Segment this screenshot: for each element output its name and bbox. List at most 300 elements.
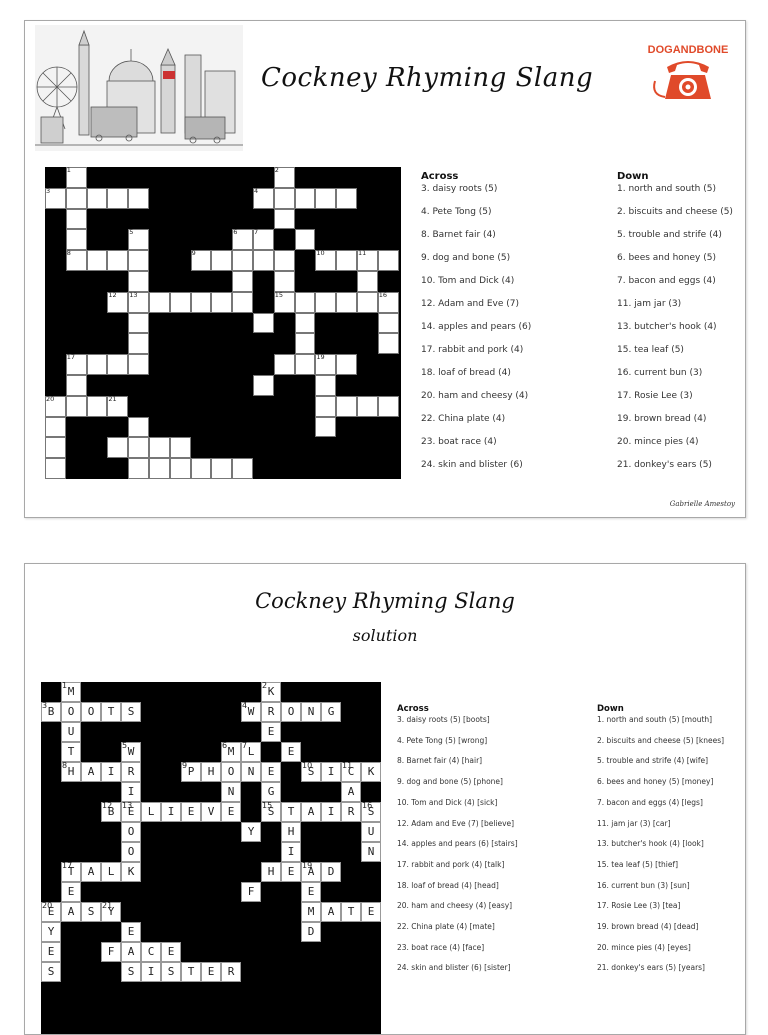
- answer-letter: O: [127, 845, 135, 858]
- crossword-cell: [274, 271, 295, 292]
- crossword-cell: [66, 188, 87, 209]
- answer-letter: E: [167, 945, 175, 958]
- crossword-cell: [81, 762, 101, 782]
- answer-letter: H: [287, 825, 295, 838]
- crossword-cell: [66, 375, 87, 396]
- crossword-cell: [241, 882, 261, 902]
- crossword-cell: [361, 802, 381, 822]
- crossword-cell: [321, 762, 341, 782]
- answer-letter: E: [227, 805, 235, 818]
- clue-number: 17: [66, 353, 76, 362]
- clue-item: 22. China plate (4): [421, 414, 506, 424]
- clue-number: 13: [129, 290, 138, 299]
- answer-letter: V: [207, 805, 215, 818]
- clue-item: 17. rabbit and pork (4) [talk]: [397, 859, 505, 869]
- crossword-cell: [41, 962, 61, 982]
- crossword-cell: [101, 902, 121, 922]
- crossword-cell: [281, 822, 301, 842]
- crossword-cell: [87, 188, 108, 209]
- crossword-cell: [87, 354, 108, 375]
- clue-item: 16. current bun (3) [sun]: [597, 880, 690, 890]
- clue-item: 22. China plate (4) [mate]: [397, 922, 495, 931]
- crossword-cell: [281, 862, 301, 882]
- answer-letter: E: [207, 965, 215, 978]
- crossword-cell: [315, 375, 336, 396]
- answer-letter: I: [327, 805, 335, 818]
- crossword-cell: [253, 229, 274, 250]
- clue-item: 5. trouble and strife (4) [wife]: [597, 756, 709, 766]
- answer-letter: N: [247, 765, 255, 778]
- crossword-cell: [301, 702, 321, 722]
- clue-number: 20: [46, 394, 55, 403]
- answer-letter: O: [287, 705, 295, 718]
- crossword-cell: [191, 292, 212, 313]
- crossword-cell: [121, 842, 141, 862]
- answer-letter: I: [327, 765, 335, 778]
- crossword-cell: [45, 417, 66, 438]
- answer-letter: T: [67, 745, 75, 758]
- clue-item: 18. loaf of bread (4) [head]: [397, 880, 499, 890]
- author-credit: Gabrielle Amestoy: [669, 500, 735, 508]
- crossword-cell: [128, 250, 149, 271]
- clue-number: 2: [274, 166, 279, 174]
- clue-item: 12. Adam and Eve (7) [believe]: [397, 818, 515, 828]
- crossword-cell: [295, 313, 316, 334]
- clue-item: 17. Rosie Lee (3) [tea]: [597, 901, 681, 911]
- crossword-cell: [221, 742, 241, 762]
- clue-item: 7. bacon and eggs (4): [617, 276, 716, 286]
- clue-item: 18. loaf of bread (4): [421, 368, 511, 378]
- crossword-cell: [141, 942, 161, 962]
- answer-letter: T: [347, 905, 355, 918]
- crossword-cell: [107, 354, 128, 375]
- answer-letter: N: [367, 845, 375, 858]
- answer-letter: G: [267, 785, 275, 798]
- crossword-cell: [211, 458, 232, 479]
- crossword-cell: [61, 702, 81, 722]
- clue-number: 9: [191, 249, 196, 258]
- answer-letter: I: [287, 845, 295, 858]
- clue-item: 9. dog and bone (5): [421, 253, 511, 263]
- answer-letter: R: [267, 705, 275, 718]
- clue-item: 23. boat race (4): [421, 437, 497, 447]
- crossword-cell: [301, 902, 321, 922]
- answer-letter: B: [47, 705, 55, 718]
- clue-item: 10. Tom and Dick (4): [421, 276, 515, 286]
- crossword-cell: [321, 702, 341, 722]
- clue-item: 20. ham and cheesy (4) [easy]: [397, 901, 513, 911]
- clue-item: 23. boat race (4) [face]: [397, 942, 485, 952]
- crossword-cell: [341, 902, 361, 922]
- worksheet-page: [24, 20, 746, 518]
- clue-item: 6. bees and honey (5): [617, 253, 716, 263]
- answer-letter: Y: [107, 905, 115, 918]
- crossword-cell: [128, 229, 149, 250]
- clue-item: 10. Tom and Dick (4) [sick]: [397, 797, 498, 807]
- crossword-cell: [253, 250, 274, 271]
- crossword-cell: [128, 313, 149, 334]
- crossword-cell: [201, 962, 221, 982]
- crossword-cell: [378, 333, 399, 354]
- crossword-cell: [336, 292, 357, 313]
- answer-letter: C: [147, 945, 155, 958]
- clue-number: 6: [222, 741, 228, 750]
- clue-number: 4: [254, 186, 259, 195]
- down-heading: Down: [617, 171, 649, 182]
- crossword-cell: [181, 802, 201, 822]
- crossword-cell: [253, 188, 274, 209]
- clue-item: 14. apples and pears (6): [421, 322, 532, 332]
- crossword-cell: [61, 882, 81, 902]
- clue-number: 10: [302, 761, 313, 770]
- clue-item: 17. Rosie Lee (3): [617, 391, 693, 401]
- answer-letter: S: [47, 965, 55, 978]
- crossword-cell: [261, 682, 281, 702]
- clue-number: 7: [242, 741, 248, 750]
- crossword-cell: [281, 802, 301, 822]
- answer-letter: T: [67, 865, 75, 878]
- crossword-cell: [121, 742, 141, 762]
- solution-across-heading: Across: [397, 704, 429, 714]
- clue-number: 13: [122, 801, 133, 810]
- crossword-cell: [361, 902, 381, 922]
- crossword-cell: [336, 354, 357, 375]
- crossword-cell: [128, 437, 149, 458]
- crossword-cell: [45, 188, 66, 209]
- answer-letter: I: [127, 785, 135, 798]
- answer-letter: T: [107, 705, 115, 718]
- crossword-cell: [170, 458, 191, 479]
- crossword-cell: [121, 762, 141, 782]
- dog-and-bone-phone-logo: [645, 37, 731, 105]
- crossword-cell: [128, 458, 149, 479]
- crossword-cell: [107, 292, 128, 313]
- crossword-cell: [321, 902, 341, 922]
- answer-letter: S: [87, 905, 95, 918]
- crossword-cell: [232, 250, 253, 271]
- answer-letter: S: [307, 765, 315, 778]
- solution-page: [24, 563, 746, 1035]
- crossword-cell: [121, 782, 141, 802]
- clue-number: 15: [262, 801, 273, 810]
- crossword-cell: [121, 862, 141, 882]
- crossword-cell: [128, 292, 149, 313]
- crossword-cell: [221, 962, 241, 982]
- answer-letter: A: [87, 865, 95, 878]
- answer-letter: D: [307, 925, 315, 938]
- answer-letter: L: [147, 805, 155, 818]
- answer-letter: S: [127, 705, 135, 718]
- crossword-cell: [61, 902, 81, 922]
- answer-letter: O: [227, 765, 235, 778]
- clue-number: 1: [62, 681, 68, 690]
- crossword-cell: [281, 842, 301, 862]
- clue-number: 11: [342, 761, 353, 770]
- crossword-cell: [274, 188, 295, 209]
- crossword-cell: [315, 354, 336, 375]
- crossword-cell: [261, 722, 281, 742]
- crossword-cell: [301, 862, 321, 882]
- clue-item: 17. rabbit and pork (4): [421, 345, 524, 355]
- clue-item: 16. current bun (3): [617, 368, 703, 378]
- crossword-cell: [41, 942, 61, 962]
- clue-item: 8. Barnet fair (4) [hair]: [397, 756, 483, 766]
- clue-item: 11. jam jar (3) [car]: [597, 818, 671, 828]
- crossword-cell: [61, 742, 81, 762]
- answer-letter: E: [307, 885, 315, 898]
- answer-letter: B: [107, 805, 115, 818]
- crossword-cell: [211, 292, 232, 313]
- answer-letter: H: [207, 765, 215, 778]
- crossword-cell: [361, 842, 381, 862]
- crossword-cell: [241, 702, 261, 722]
- answer-letter: E: [67, 885, 75, 898]
- clue-item: 21. donkey's ears (5) [years]: [597, 963, 705, 973]
- crossword-cell: [121, 922, 141, 942]
- answer-letter: G: [327, 705, 335, 718]
- crossword-cell: [191, 250, 212, 271]
- answer-letter: L: [107, 865, 115, 878]
- clue-number: 17: [62, 861, 73, 870]
- clue-number: 11: [358, 249, 367, 258]
- crossword-cell: [87, 250, 108, 271]
- crossword-cell: [45, 437, 66, 458]
- answer-letter: L: [247, 745, 255, 758]
- answer-letter: M: [307, 905, 315, 918]
- clue-number: 10: [316, 249, 325, 258]
- answer-letter: M: [227, 745, 235, 758]
- crossword-cell: [241, 762, 261, 782]
- clue-number: 12: [102, 801, 113, 810]
- crossword-cell: [128, 354, 149, 375]
- crossword-cell: [301, 802, 321, 822]
- crossword-cell: [357, 292, 378, 313]
- crossword-cell: [121, 802, 141, 822]
- down-clues: [617, 171, 733, 470]
- logo-text: DOGANDBONE: [647, 44, 729, 56]
- crossword-cell: [232, 271, 253, 292]
- crossword-cell: [261, 702, 281, 722]
- answer-letter: E: [287, 745, 295, 758]
- crossword-cell: [61, 682, 81, 702]
- crossword-cell: [66, 354, 87, 375]
- crossword-cell: [149, 437, 170, 458]
- clue-number: 21: [108, 394, 117, 403]
- answer-letter: A: [347, 785, 355, 798]
- clue-number: 20: [42, 901, 53, 910]
- answer-letter: K: [127, 865, 135, 878]
- crossword-cell: [221, 762, 241, 782]
- crossword-cell: [61, 762, 81, 782]
- answer-letter: I: [167, 805, 175, 818]
- clue-item: 3. daisy roots (5): [421, 184, 498, 194]
- crossword-cell: [295, 292, 316, 313]
- clue-item: 13. butcher's hook (4): [617, 322, 717, 332]
- crossword-cell: [66, 167, 87, 188]
- crossword-cell: [101, 862, 121, 882]
- solution-down-heading: Down: [597, 704, 624, 714]
- answer-letter: S: [167, 965, 175, 978]
- crossword-cell: [341, 782, 361, 802]
- crossword-cell: [81, 702, 101, 722]
- crossword-cell: [128, 417, 149, 438]
- crossword-cell: [161, 962, 181, 982]
- crossword-cell: [378, 292, 399, 313]
- crossword-cell: [361, 762, 381, 782]
- crossword-cell: [170, 437, 191, 458]
- crossword-cell: [378, 313, 399, 334]
- clue-item: 4. Pete Tong (5): [421, 207, 492, 217]
- answer-letter: E: [47, 945, 55, 958]
- crossword-cell: [81, 862, 101, 882]
- clue-item: 14. apples and pears (6) [stairs]: [397, 839, 518, 849]
- clue-number: 3: [42, 701, 48, 710]
- crossword-cell: [378, 396, 399, 417]
- solution-crossword-grid: [41, 682, 381, 1034]
- crossword-cell: [261, 802, 281, 822]
- crossword-cell: [121, 942, 141, 962]
- crossword-cell: [274, 354, 295, 375]
- clue-number: 19: [316, 353, 325, 362]
- crossword-cell: [107, 396, 128, 417]
- clue-number: 5: [129, 228, 134, 237]
- answer-letter: A: [307, 865, 315, 878]
- crossword-cell: [261, 762, 281, 782]
- crossword-cell: [201, 762, 221, 782]
- crossword-cell: [161, 802, 181, 822]
- answer-letter: H: [267, 865, 275, 878]
- crossword-cell: [41, 902, 61, 922]
- crossword-cell: [241, 742, 261, 762]
- crossword-cell: [101, 942, 121, 962]
- clue-item: 21. donkey's ears (5): [617, 460, 712, 470]
- crossword-cell: [232, 229, 253, 250]
- answer-letter: A: [87, 765, 95, 778]
- crossword-cell: [41, 922, 61, 942]
- answer-letter: O: [87, 705, 95, 718]
- answer-letter: E: [367, 905, 375, 918]
- answer-letter: E: [187, 805, 195, 818]
- answer-letter: C: [347, 765, 355, 778]
- crossword-cell: [301, 922, 321, 942]
- crossword-cell: [181, 962, 201, 982]
- answer-letter: E: [127, 805, 135, 818]
- crossword-cell: [121, 962, 141, 982]
- clue-item: 13. butcher's hook (4) [look]: [597, 839, 704, 849]
- crossword-cell: [149, 292, 170, 313]
- crossword-cell: [101, 702, 121, 722]
- clue-item: 15. tea leaf (5) [thief]: [597, 859, 679, 869]
- crossword-cell: [261, 862, 281, 882]
- crossword-cell: [107, 437, 128, 458]
- clue-number: 16: [362, 801, 373, 810]
- clue-number: 6: [233, 228, 238, 237]
- crossword-cell: [128, 271, 149, 292]
- solution-across-clues: [397, 704, 518, 973]
- clue-item: 3. daisy roots (5) [boots]: [397, 715, 490, 724]
- crossword-cell: [61, 862, 81, 882]
- crossword-cell: [128, 333, 149, 354]
- crossword-cell: [321, 862, 341, 882]
- answer-letter: F: [247, 885, 255, 898]
- clue-item: 2. biscuits and cheese (5): [617, 207, 733, 217]
- answer-letter: A: [307, 805, 315, 818]
- crossword-cell: [149, 458, 170, 479]
- clue-item: 12. Adam and Eve (7): [421, 299, 519, 309]
- answer-letter: W: [247, 705, 255, 718]
- answer-letter: M: [67, 685, 75, 698]
- clue-item: 6. bees and honey (5) [money]: [597, 777, 714, 787]
- clue-number: 16: [378, 290, 388, 299]
- clue-number: 21: [102, 901, 113, 910]
- crossword-cell: [45, 396, 66, 417]
- crossword-cell: [295, 229, 316, 250]
- crossword-cell: [101, 802, 121, 822]
- clue-item: 19. brown bread (4): [617, 414, 707, 424]
- crossword-cell: [336, 396, 357, 417]
- answer-letter: P: [187, 765, 195, 778]
- crossword-cell: [107, 250, 128, 271]
- answer-letter: R: [227, 965, 235, 978]
- worksheet-title: Cockney Rhyming Slang: [261, 63, 594, 93]
- answer-letter: T: [187, 965, 195, 978]
- clue-item: 15. tea leaf (5): [617, 345, 684, 355]
- answer-letter: A: [67, 905, 75, 918]
- crossword-cell: [315, 250, 336, 271]
- crossword-cell: [181, 762, 201, 782]
- clue-number: 12: [108, 290, 117, 299]
- crossword-cell: [253, 313, 274, 334]
- answer-letter: A: [127, 945, 135, 958]
- answer-letter: Y: [247, 825, 255, 838]
- across-clues: [421, 171, 532, 470]
- clue-number: 15: [274, 290, 284, 299]
- crossword-cell: [241, 822, 261, 842]
- crossword-cell: [321, 802, 341, 822]
- solution-subtitle: solution: [352, 626, 418, 645]
- clue-item: 19. brown bread (4) [dead]: [597, 922, 699, 931]
- crossword-cell: [261, 782, 281, 802]
- crossword-cell: [81, 902, 101, 922]
- crossword-cell: [61, 722, 81, 742]
- crossword-cell: [295, 354, 316, 375]
- crossword-cell: [315, 417, 336, 438]
- crossword-cell: [221, 782, 241, 802]
- clue-number: 5: [122, 741, 128, 750]
- answer-letter: I: [147, 965, 155, 978]
- crossword-cell: [341, 802, 361, 822]
- answer-letter: S: [127, 965, 135, 978]
- crossword-cell: [274, 209, 295, 230]
- crossword-cell: [253, 375, 274, 396]
- crossword-cell: [121, 822, 141, 842]
- answer-letter: F: [107, 945, 115, 958]
- crossword-cell: [295, 188, 316, 209]
- crossword-cell: [66, 250, 87, 271]
- crossword-cell: [295, 333, 316, 354]
- crossword-cell: [107, 188, 128, 209]
- clue-item: 20. mince pies (4): [617, 437, 699, 447]
- crossword-cell: [357, 271, 378, 292]
- answer-letter: U: [367, 825, 375, 838]
- answer-letter: S: [367, 805, 375, 818]
- crossword-cell: [274, 167, 295, 188]
- crossword-cell: [336, 250, 357, 271]
- crossword-cell: [141, 802, 161, 822]
- answer-letter: A: [327, 905, 335, 918]
- crossword-cell: [66, 396, 87, 417]
- answer-letter: E: [267, 765, 275, 778]
